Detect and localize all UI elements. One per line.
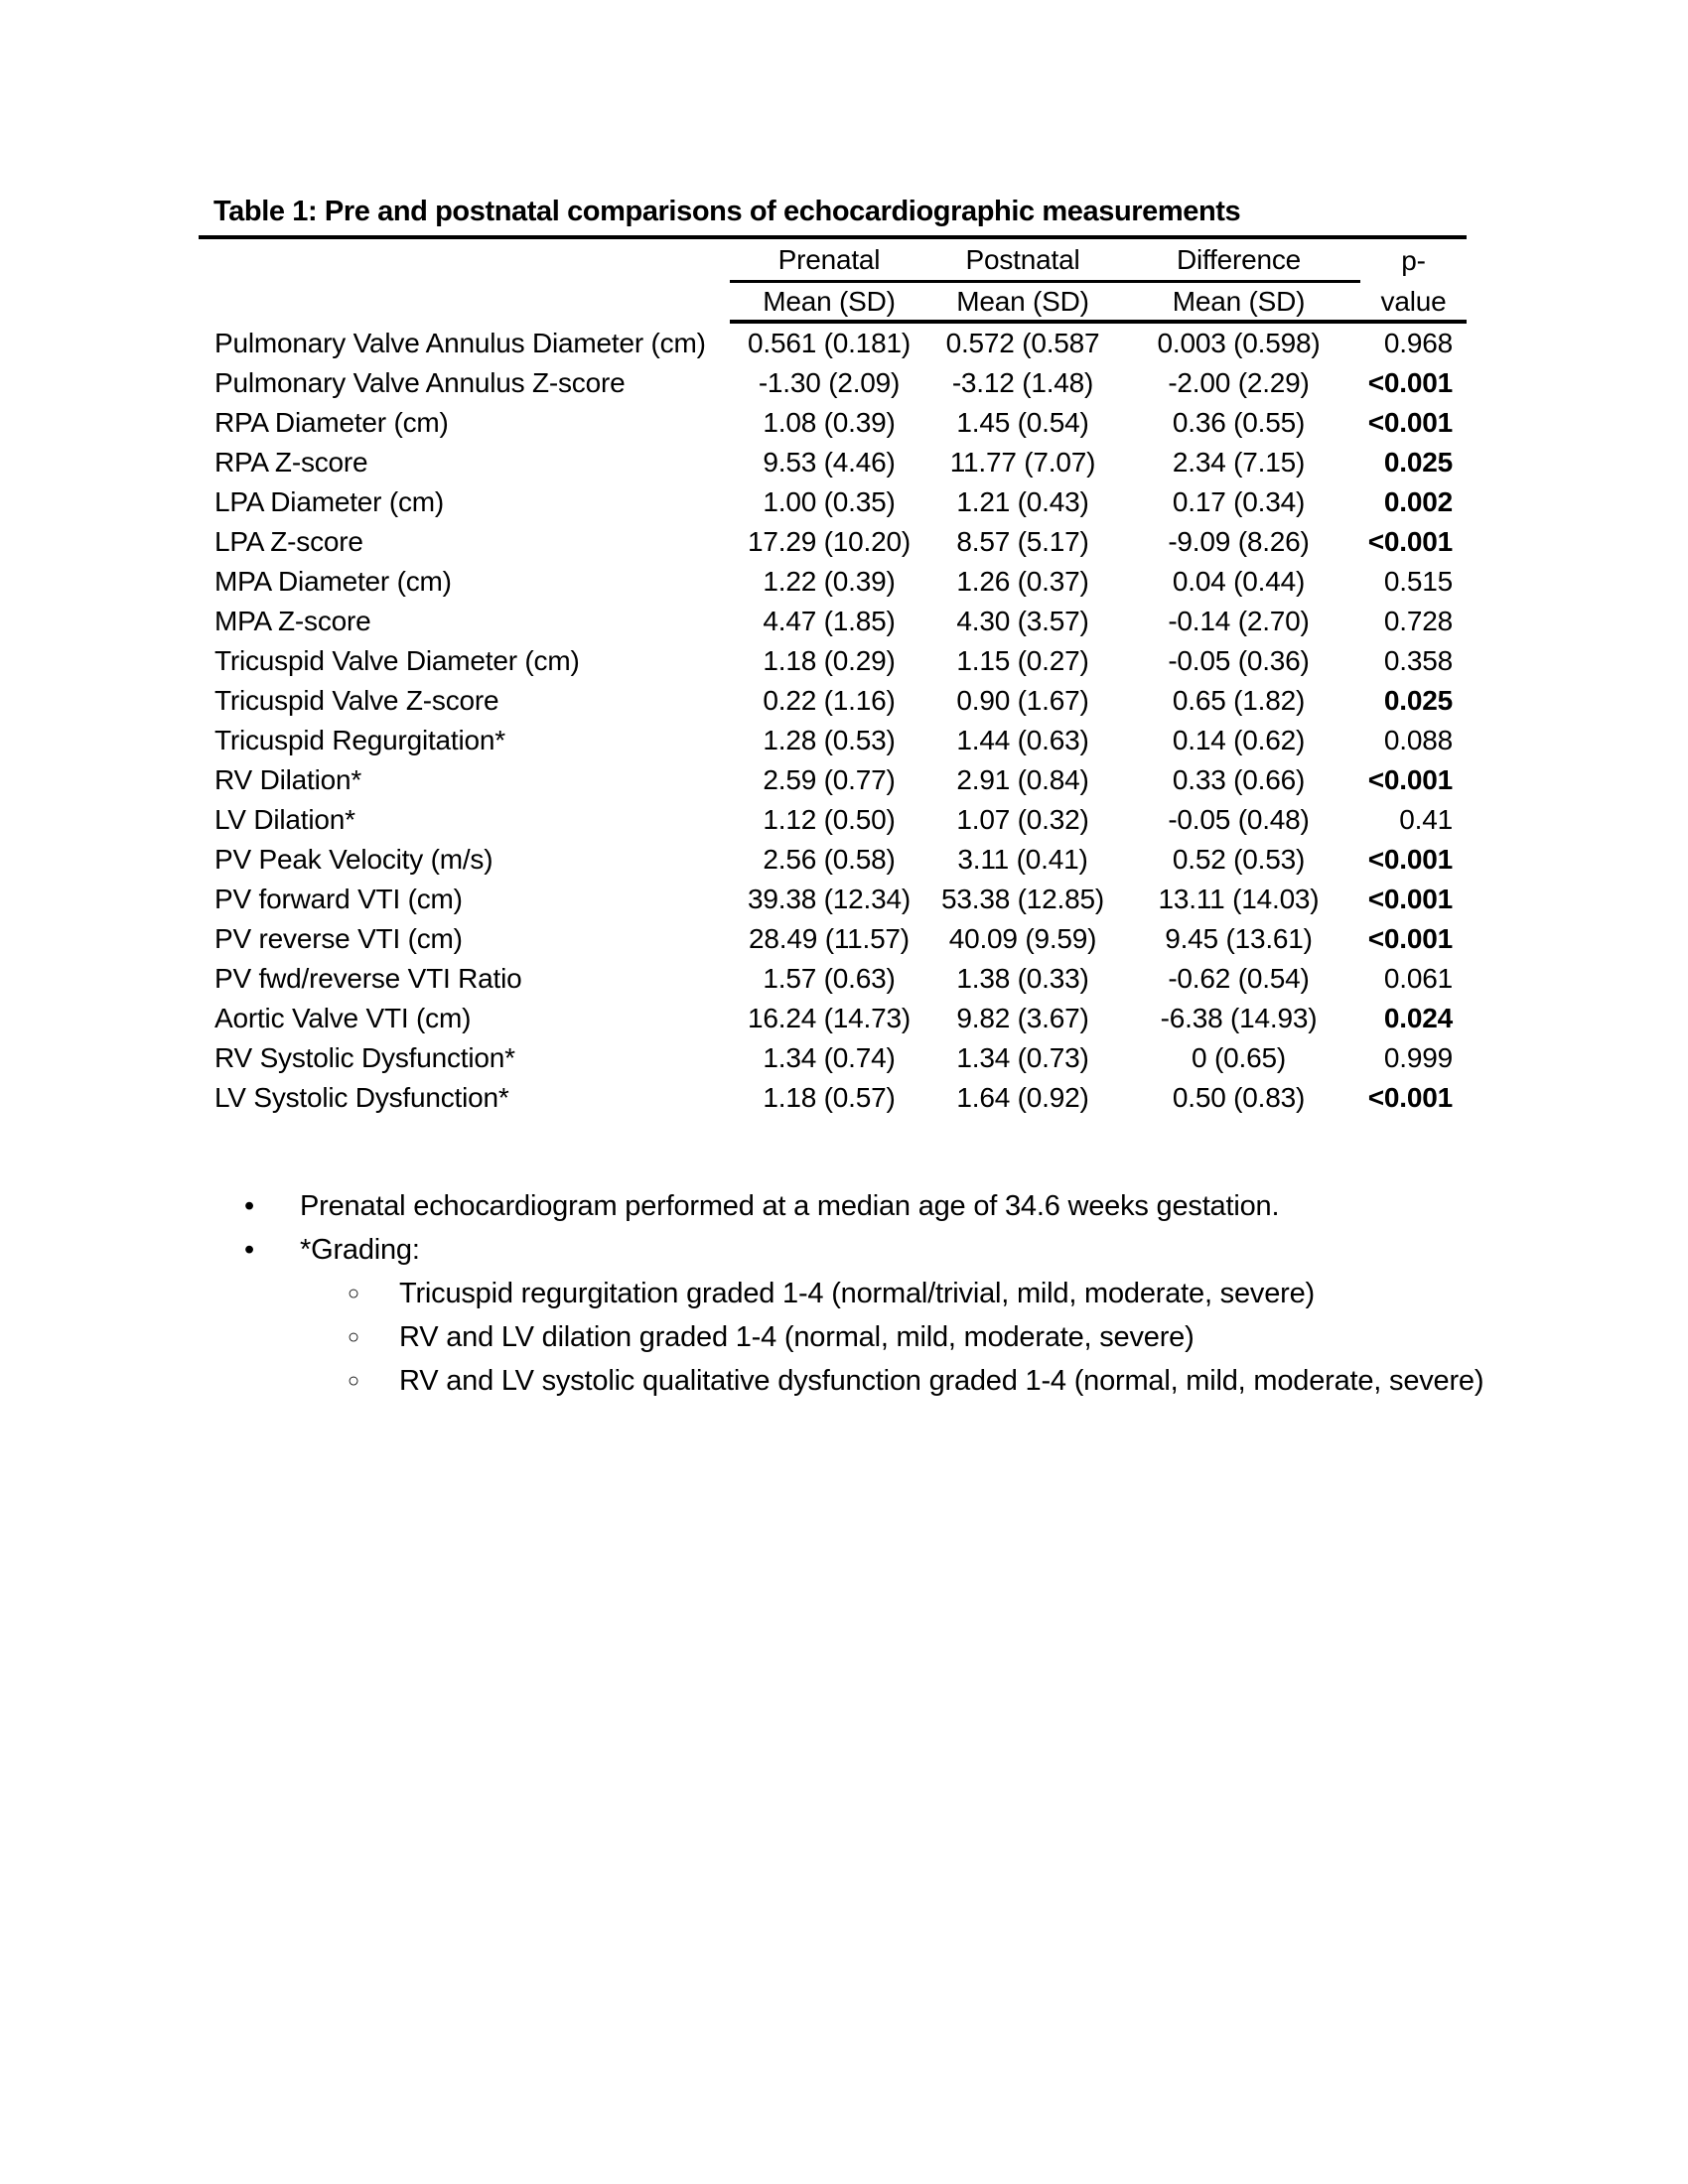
prenatal-value: 2.59 (0.77) bbox=[763, 764, 896, 795]
bullet-item bbox=[244, 1184, 1483, 1228]
subheader-difference-mean-sd: Mean (SD) bbox=[1117, 283, 1360, 324]
difference-value: -0.62 (0.54) bbox=[1168, 963, 1310, 994]
bullet-item bbox=[348, 1315, 1483, 1359]
bullet-item bbox=[348, 1359, 1483, 1403]
row-label: PV reverse VTI (cm) bbox=[214, 923, 463, 954]
p-value: 0.025 bbox=[1383, 447, 1453, 478]
prenatal-value: 1.57 (0.63) bbox=[763, 963, 896, 994]
prenatal-value: -1.30 (2.09) bbox=[758, 367, 901, 398]
postnatal-value: 40.09 (9.59) bbox=[948, 923, 1097, 954]
p-value: <0.001 bbox=[1367, 844, 1453, 875]
postnatal-value: 0.572 (0.587 bbox=[945, 328, 1100, 358]
prenatal-value: 16.24 (14.73) bbox=[748, 1003, 911, 1033]
row-label: RPA Z-score bbox=[214, 447, 368, 478]
table-title: Table 1: Pre and postnatal comparisons of echocardiographic measurements bbox=[213, 196, 1241, 227]
bullet-item bbox=[348, 1272, 1483, 1315]
prenatal-value: 1.18 (0.57) bbox=[763, 1082, 896, 1113]
difference-value: 2.34 (7.15) bbox=[1172, 447, 1306, 478]
row-label: PV Peak Velocity (m/s) bbox=[214, 844, 493, 875]
prenatal-value: 9.53 (4.46) bbox=[763, 447, 896, 478]
difference-value: 13.11 (14.03) bbox=[1158, 884, 1320, 914]
postnatal-value: 1.34 (0.73) bbox=[956, 1042, 1089, 1073]
difference-value: -9.09 (8.26) bbox=[1168, 526, 1310, 557]
prenatal-value: 1.12 (0.50) bbox=[763, 804, 896, 835]
prenatal-value: 0.561 (0.181) bbox=[748, 328, 911, 358]
row-label: Tricuspid Valve Diameter (cm) bbox=[214, 645, 580, 676]
row-label: Pulmonary Valve Annulus Z-score bbox=[214, 367, 626, 398]
subheader-prenatal-mean-sd: Mean (SD) bbox=[730, 283, 928, 324]
difference-value: 0.52 (0.53) bbox=[1172, 844, 1306, 875]
row-label: Tricuspid Regurgitation* bbox=[214, 725, 505, 755]
difference-value: 0.50 (0.83) bbox=[1172, 1082, 1306, 1113]
prenatal-value: 1.18 (0.29) bbox=[763, 645, 896, 676]
difference-value: 0.33 (0.66) bbox=[1172, 764, 1306, 795]
difference-value: -6.38 (14.93) bbox=[1160, 1003, 1318, 1033]
difference-value: 0 (0.65) bbox=[1192, 1042, 1286, 1073]
p-value: 0.002 bbox=[1383, 486, 1453, 517]
col-header-pvalue-line2: value bbox=[1360, 283, 1467, 324]
p-value: <0.001 bbox=[1367, 407, 1453, 438]
p-value: <0.001 bbox=[1367, 1082, 1453, 1113]
row-label: RV Systolic Dysfunction* bbox=[214, 1042, 515, 1073]
p-value: <0.001 bbox=[1367, 764, 1453, 795]
postnatal-value: 0.90 (1.67) bbox=[956, 685, 1089, 716]
prenatal-value: 39.38 (12.34) bbox=[748, 884, 911, 914]
difference-value: -0.05 (0.36) bbox=[1168, 645, 1310, 676]
difference-value: -2.00 (2.29) bbox=[1168, 367, 1310, 398]
difference-value: 0.36 (0.55) bbox=[1172, 407, 1306, 438]
difference-value: 0.14 (0.62) bbox=[1172, 725, 1306, 755]
row-label: Pulmonary Valve Annulus Diameter (cm) bbox=[214, 328, 706, 358]
postnatal-value: 4.30 (3.57) bbox=[956, 606, 1089, 636]
p-value: 0.41 bbox=[1399, 804, 1453, 835]
p-value: 0.728 bbox=[1383, 606, 1453, 636]
row-label: Tricuspid Valve Z-score bbox=[214, 685, 499, 716]
subheader-postnatal-mean-sd: Mean (SD) bbox=[928, 283, 1117, 324]
postnatal-value: 1.21 (0.43) bbox=[956, 486, 1089, 517]
postnatal-value: 1.45 (0.54) bbox=[956, 407, 1089, 438]
prenatal-value: 28.49 (11.57) bbox=[749, 923, 910, 954]
p-value: <0.001 bbox=[1367, 923, 1453, 954]
bullet-text: Tricuspid regurgitation graded 1-4 (normal/trivial, mild, moderate, severe) bbox=[399, 1278, 1315, 1309]
header-spacer bbox=[199, 239, 730, 283]
prenatal-value: 1.22 (0.39) bbox=[763, 566, 896, 597]
prenatal-value: 17.29 (10.20) bbox=[748, 526, 911, 557]
prenatal-value: 4.47 (1.85) bbox=[763, 606, 896, 636]
postnatal-value: 1.26 (0.37) bbox=[956, 566, 1089, 597]
prenatal-value: 0.22 (1.16) bbox=[763, 685, 896, 716]
p-value: <0.001 bbox=[1367, 526, 1453, 557]
p-value: 0.999 bbox=[1383, 1042, 1453, 1073]
postnatal-value: -3.12 (1.48) bbox=[951, 367, 1094, 398]
row-label: LPA Diameter (cm) bbox=[214, 486, 445, 517]
p-value: 0.025 bbox=[1383, 685, 1453, 716]
p-value: 0.088 bbox=[1383, 725, 1453, 755]
postnatal-value: 11.77 (7.07) bbox=[949, 447, 1096, 478]
postnatal-value: 1.15 (0.27) bbox=[956, 645, 1089, 676]
p-value: 0.061 bbox=[1383, 963, 1453, 994]
postnatal-value: 53.38 (12.85) bbox=[941, 884, 1104, 914]
difference-value: 0.17 (0.34) bbox=[1172, 486, 1306, 517]
row-label: MPA Z-score bbox=[214, 606, 371, 636]
difference-value: 0.65 (1.82) bbox=[1172, 685, 1306, 716]
measurements-table bbox=[199, 235, 1467, 1118]
p-value: 0.968 bbox=[1383, 328, 1453, 358]
bullet-item bbox=[244, 1228, 1483, 1272]
postnatal-value: 2.91 (0.84) bbox=[956, 764, 1089, 795]
difference-value: -0.14 (2.70) bbox=[1168, 606, 1310, 636]
bullet-text: *Grading: bbox=[300, 1234, 420, 1266]
prenatal-value: 2.56 (0.58) bbox=[763, 844, 896, 875]
postnatal-value: 1.64 (0.92) bbox=[956, 1082, 1089, 1113]
row-label: LPA Z-score bbox=[214, 526, 363, 557]
postnatal-value: 1.38 (0.33) bbox=[956, 963, 1089, 994]
p-value: <0.001 bbox=[1367, 367, 1453, 398]
postnatal-value: 3.11 (0.41) bbox=[957, 844, 1088, 875]
prenatal-value: 1.34 (0.74) bbox=[763, 1042, 896, 1073]
circle-bullet-marker: ○ bbox=[348, 1283, 359, 1304]
col-header-difference: Difference bbox=[1117, 239, 1360, 283]
postnatal-value: 1.44 (0.63) bbox=[956, 725, 1089, 755]
row-label: PV fwd/reverse VTI Ratio bbox=[214, 963, 522, 994]
difference-value: 0.04 (0.44) bbox=[1172, 566, 1306, 597]
postnatal-value: 1.07 (0.32) bbox=[956, 804, 1089, 835]
prenatal-value: 1.00 (0.35) bbox=[763, 486, 896, 517]
prenatal-value: 1.08 (0.39) bbox=[763, 407, 896, 438]
col-header-prenatal: Prenatal bbox=[730, 239, 928, 283]
bullet-text: RV and LV dilation graded 1-4 (normal, mild, moderate, severe) bbox=[399, 1321, 1195, 1353]
p-value: 0.358 bbox=[1383, 645, 1453, 676]
difference-value: 9.45 (13.61) bbox=[1165, 923, 1313, 954]
postnatal-value: 9.82 (3.67) bbox=[956, 1003, 1089, 1033]
difference-value: -0.05 (0.48) bbox=[1168, 804, 1310, 835]
circle-bullet-marker: ○ bbox=[348, 1370, 359, 1392]
bullet-text: RV and LV systolic qualitative dysfunction graded 1-4 (normal, mild, moderate, severe) bbox=[399, 1365, 1484, 1397]
subheader-spacer bbox=[199, 283, 730, 324]
p-value: 0.024 bbox=[1383, 1003, 1453, 1033]
bullet-marker: • bbox=[244, 1190, 254, 1222]
row-label: Aortic Valve VTI (cm) bbox=[214, 1003, 472, 1033]
row-label: RPA Diameter (cm) bbox=[214, 407, 449, 438]
bullet-marker: • bbox=[244, 1234, 254, 1266]
row-label: MPA Diameter (cm) bbox=[214, 566, 452, 597]
row-label: LV Dilation* bbox=[214, 804, 355, 835]
difference-value: 0.003 (0.598) bbox=[1157, 328, 1321, 358]
col-header-postnatal: Postnatal bbox=[928, 239, 1117, 283]
row-label: LV Systolic Dysfunction* bbox=[214, 1082, 509, 1113]
col-header-pvalue-line1: p- bbox=[1401, 245, 1426, 276]
p-value: 0.515 bbox=[1383, 566, 1453, 597]
circle-bullet-marker: ○ bbox=[348, 1326, 359, 1348]
row-label: RV Dilation* bbox=[214, 764, 362, 795]
footnotes bbox=[199, 1184, 1483, 1403]
prenatal-value: 1.28 (0.53) bbox=[763, 725, 896, 755]
bullet-text: Prenatal echocardiogram performed at a median age of 34.6 weeks gestation. bbox=[300, 1190, 1280, 1222]
postnatal-value: 8.57 (5.17) bbox=[956, 526, 1089, 557]
p-value: <0.001 bbox=[1367, 884, 1453, 914]
row-label: PV forward VTI (cm) bbox=[214, 884, 463, 914]
